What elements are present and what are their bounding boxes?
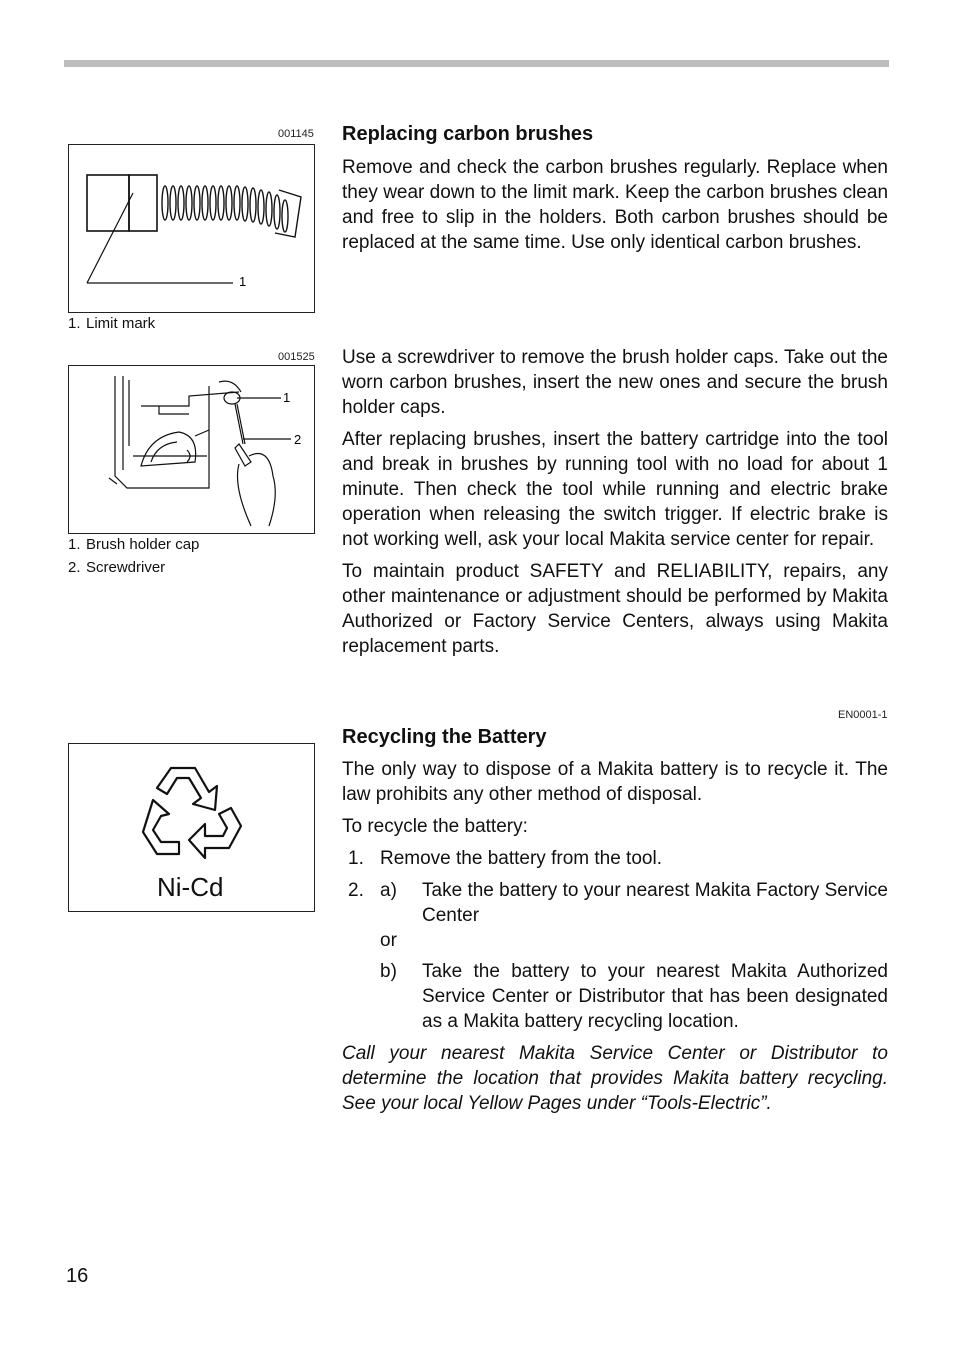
- nicd-label: Ni-Cd: [157, 872, 224, 902]
- body-paragraph: To maintain product SAFETY and RELIABILITY, repairs, any other maintenance or adjustment should be performed by Makita Authorized or Factory Service Centers, always using Makita replacement parts.: [342, 561, 888, 657]
- body-paragraph: Use a screwdriver to remove the brush holder caps. Take out the worn carbon brushes, insert the new ones and secure the brush holder caps.: [342, 347, 888, 418]
- callout-1: 1: [239, 274, 247, 289]
- callout-1: 1: [283, 390, 291, 405]
- section-recycling: [342, 724, 888, 1116]
- brush-holder-figure: [68, 365, 315, 534]
- body-paragraph: The only way to dispose of a Makita battery is to recycle it. The law prohibits any other method of disposal.: [342, 759, 888, 805]
- brush-holder-illustration: [69, 366, 313, 532]
- figure-caption: 1. Limit mark: [68, 315, 156, 332]
- figure-caption: 2. Screwdriver: [68, 559, 166, 576]
- figure-caption: 1. Brush holder cap: [68, 536, 200, 553]
- section-heading: Recycling the Battery: [342, 726, 547, 748]
- note-paragraph: Call your nearest Makita Service Center or Distributor to determine the location that provides Makita battery recycling. See your local Yellow Pages under “Tools-Electric”.: [342, 1043, 888, 1114]
- figure-code: 001525: [278, 351, 315, 363]
- body-paragraph: After replacing brushes, insert the battery cartridge into the tool and break in brushes by running tool with no load for about 1 minute. Then check the tool while running and electric brake operation when releasing the switch trigger. If electric brake is not working well, ask your local Makita service center for repair.: [342, 429, 888, 550]
- section-code: EN0001-1: [838, 709, 888, 721]
- recycle-icon: [135, 764, 247, 868]
- list-item-or: or: [380, 930, 397, 951]
- list-item: 2. a) Take the battery to your nearest Makita Factory Service Center: [348, 880, 888, 926]
- section-heading: Replacing carbon brushes: [342, 123, 594, 145]
- figure-code: 001145: [278, 128, 314, 140]
- body-paragraph: To recycle the battery:: [342, 816, 528, 837]
- carbon-brush-illustration: [69, 145, 313, 311]
- list-item: 1. Remove the battery from the tool.: [348, 848, 662, 869]
- recycle-figure: [68, 743, 315, 912]
- carbon-brush-figure: [68, 144, 315, 313]
- section-brush-procedure: [342, 345, 888, 659]
- callout-2: 2: [294, 432, 302, 447]
- body-paragraph: Remove and check the carbon brushes regularly. Replace when they wear down to the limit mark. Keep the carbon brushes clean and free to slip in the holders. Both carbon brushes should be replaced at the same time. Use only identical carbon brushes.: [342, 157, 889, 253]
- header-rule: [64, 60, 889, 67]
- page-number: 16: [66, 1265, 89, 1287]
- section-replacing-brushes: [342, 121, 888, 255]
- list-item: b) Take the battery to your nearest Makita Authorized Service Center or Distributor that has been designated as a Makita battery recycling location.: [380, 961, 888, 1032]
